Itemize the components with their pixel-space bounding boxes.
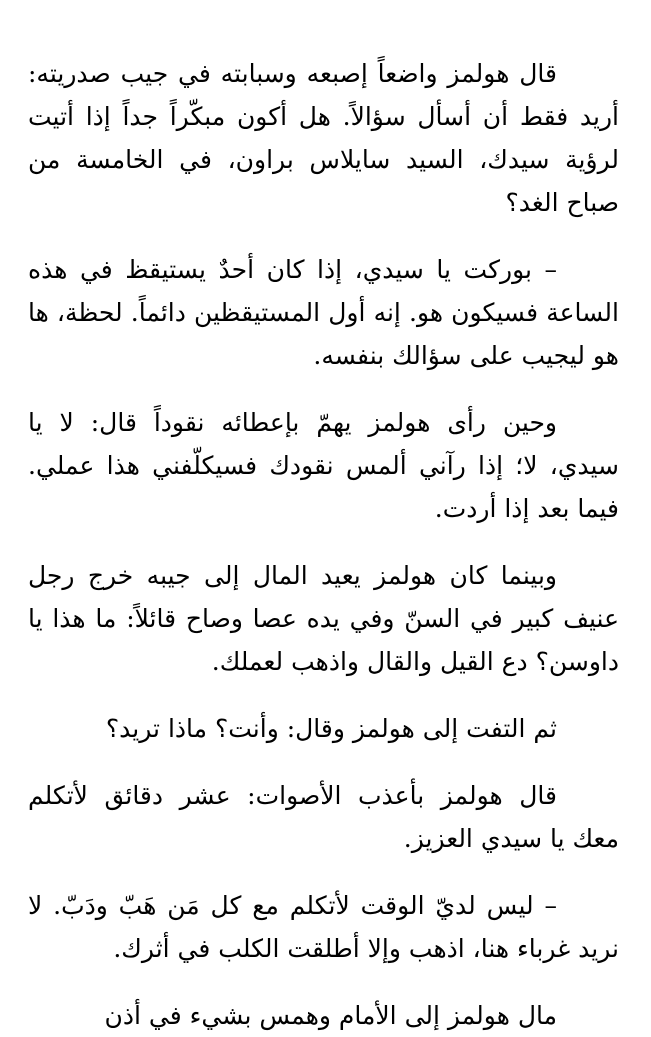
paragraph-8: مال هولمز إلى الأمام وهمس بشيء في أذن (104, 1001, 557, 1030)
paragraph-4: وبينما كان هولمز يعيد المال إلى جيبه خرج رجل عنيف كبير في السنّ وفي يده عصا وصاح قائلاً: ما هذا يا داوسن؟ دع القيل والقال واذهب لعملك. (28, 561, 619, 676)
paragraph-7: – ليس لديّ الوقت لأتكلم مع كل مَن هَبّ ودَبّ. لا نريد غرباء هنا، اذهب وإلا أطلقت الكلب في أثرك. (28, 891, 619, 963)
paragraph-5: ثم التفت إلى هولمز وقال: وأنت؟ ماذا تريد؟ (105, 714, 557, 743)
paragraph-1: قال هولمز واضعاً إصبعه وسبابته في جيب صدريته: أريد فقط أن أسأل سؤالاً. هل أكون مبكّراً جداً إذا أتيت لرؤية سيدك، السيد سايلاس براون، في الخامسة من صباح الغد؟ (28, 59, 619, 217)
paragraph-3: وحين رأى هولمز يهمّ بإعطائه نقوداً قال: لا يا سيدي، لا؛ إذا رآني ألمس نقودك فسيكلّفني هذا عملي. فيما بعد إذا أردت. (28, 408, 619, 523)
paragraph-6: قال هولمز بأعذب الأصوات: عشر دقائق لأتكلم معك يا سيدي العزيز. (28, 781, 619, 853)
paragraph-2: – بوركت يا سيدي، إذا كان أحدٌ يستيقظ في هذه الساعة فسيكون هو. إنه أول المستيقظين دائماً. لحظة، ها هو ليجيب على سؤالك بنفسه. (28, 255, 619, 370)
